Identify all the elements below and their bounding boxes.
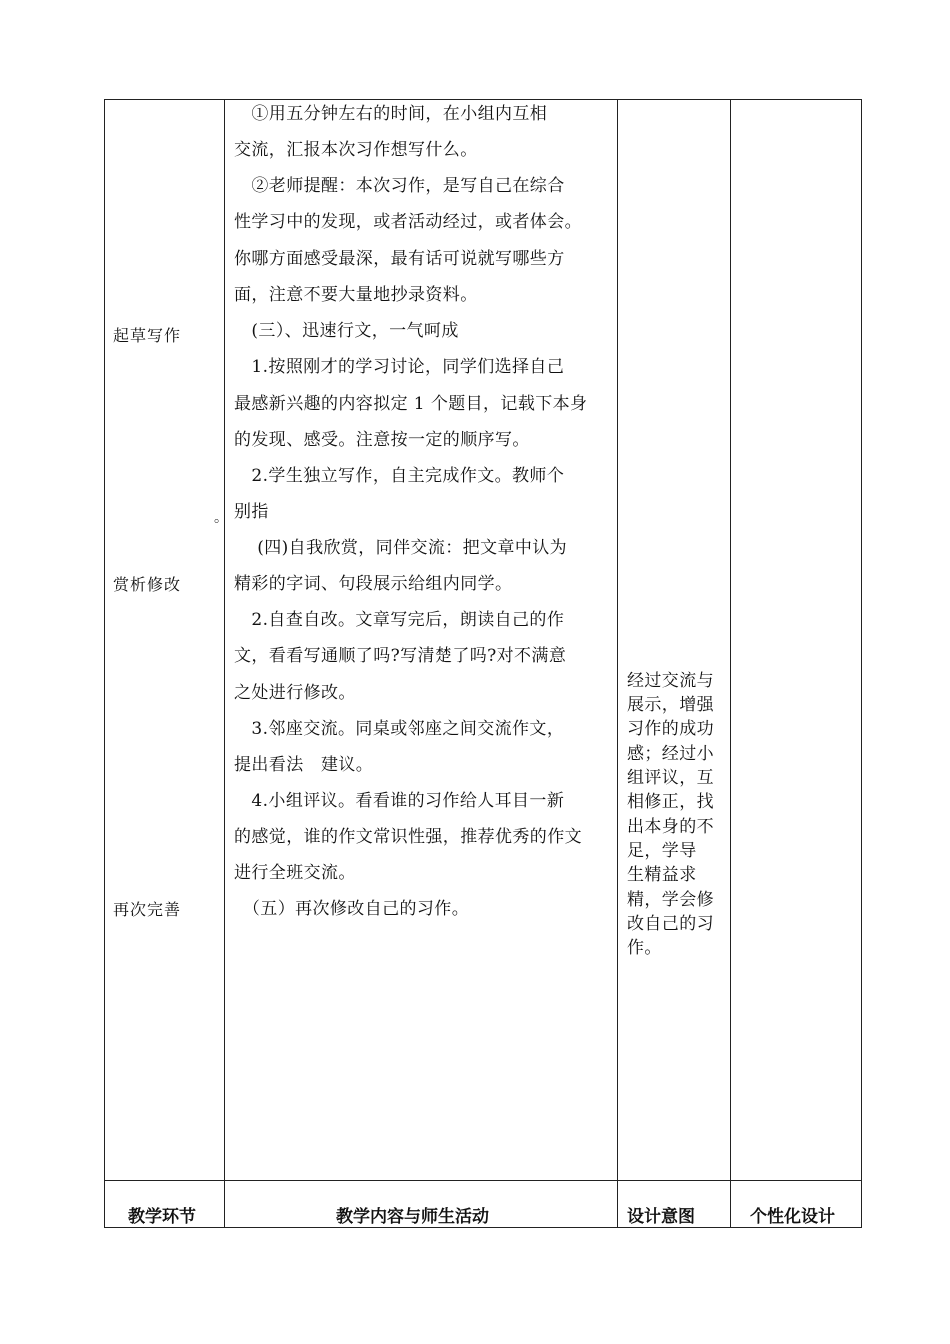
content-line: (四)自我欣赏，同伴交流：把文章中认为 [234,538,568,558]
intent-line: 经过交流与 [627,671,714,691]
intent-line: 感；经过小 [627,744,714,764]
content-line: 的发现、感受。注意按一定的顺序写。 [234,430,530,450]
content-line: （五）再次修改自己的习作。 [234,899,470,919]
content-line: 性学习中的发现，或者活动经过，或者体会。 [234,212,582,232]
stage-label-refine: 再次完善 [113,900,182,919]
content-line: 最感新兴趣的内容拟定 1 个题目，记载下本身 [234,394,588,414]
header-teaching-content: 教学内容与师生活动 [336,1207,489,1227]
stage-label-draft: 起草写作 [113,326,182,345]
column-divider-1 [224,99,225,1228]
intent-line: 足，学导 [627,841,697,861]
content-line: 面，注意不要大量地抄录资料。 [234,285,478,305]
header-row-divider [104,1180,862,1181]
content-line: 交流，汇报本次习作想写什么。 [234,140,478,160]
table-left-border [104,99,105,1228]
content-line: 提出看法 建议。 [234,755,374,775]
content-line: 3.邻座交流。同桌或邻座之间交流作文， [234,719,565,739]
content-line: ②老师提醒：本次习作，是写自己在综合 [234,176,565,196]
content-line: 2.学生独立写作，自主完成作文。教师个 [234,466,565,486]
intent-line: 出本身的不 [627,817,714,837]
content-line: 4.小组评议。看看谁的习作给人耳目一新 [234,791,565,811]
header-design-intent: 设计意图 [627,1207,695,1227]
stray-punctuation: 。 [214,510,228,526]
content-line: 别指 [234,502,269,522]
content-line: (三）、迅速行文，一气呵成 [234,321,459,341]
intent-line: 相修正，找 [627,792,714,812]
stage-label-review: 赏析修改 [113,575,182,594]
intent-line: 展示，增强 [627,695,714,715]
intent-line: 生精益求 [627,865,697,885]
intent-line: 作。 [627,938,662,958]
header-teaching-stage: 教学环节 [128,1207,196,1227]
content-line: ①用五分钟左右的时间，在小组内互相 [234,104,548,124]
content-line: 精彩的字词、句段展示给组内同学。 [234,574,513,594]
content-line: 你哪方面感受最深，最有话可说就写哪些方 [234,249,565,269]
content-line: 2.自查自改。文章写完后，朗读自己的作 [234,610,565,630]
intent-line: 习作的成功 [627,719,714,739]
column-divider-3 [730,99,731,1228]
content-line: 的感觉，谁的作文常识性强，推荐优秀的作文 [234,827,582,847]
content-line: 1.按照刚才的学习讨论，同学们选择自己 [234,357,565,377]
table-right-border [861,99,862,1228]
intent-line: 改自己的习 [627,914,714,934]
content-line: 之处进行修改。 [234,683,356,703]
table-bottom-border [104,1227,862,1228]
intent-line: 组评议，互 [627,768,714,788]
content-line: 文，看看写通顺了吗?写清楚了吗?对不满意 [234,646,567,666]
table-top-border [104,99,862,100]
header-personalized-design: 个性化设计 [750,1207,835,1227]
intent-line: 精，学会修 [627,890,714,910]
content-line: 进行全班交流。 [234,863,356,883]
column-divider-2 [617,99,618,1228]
